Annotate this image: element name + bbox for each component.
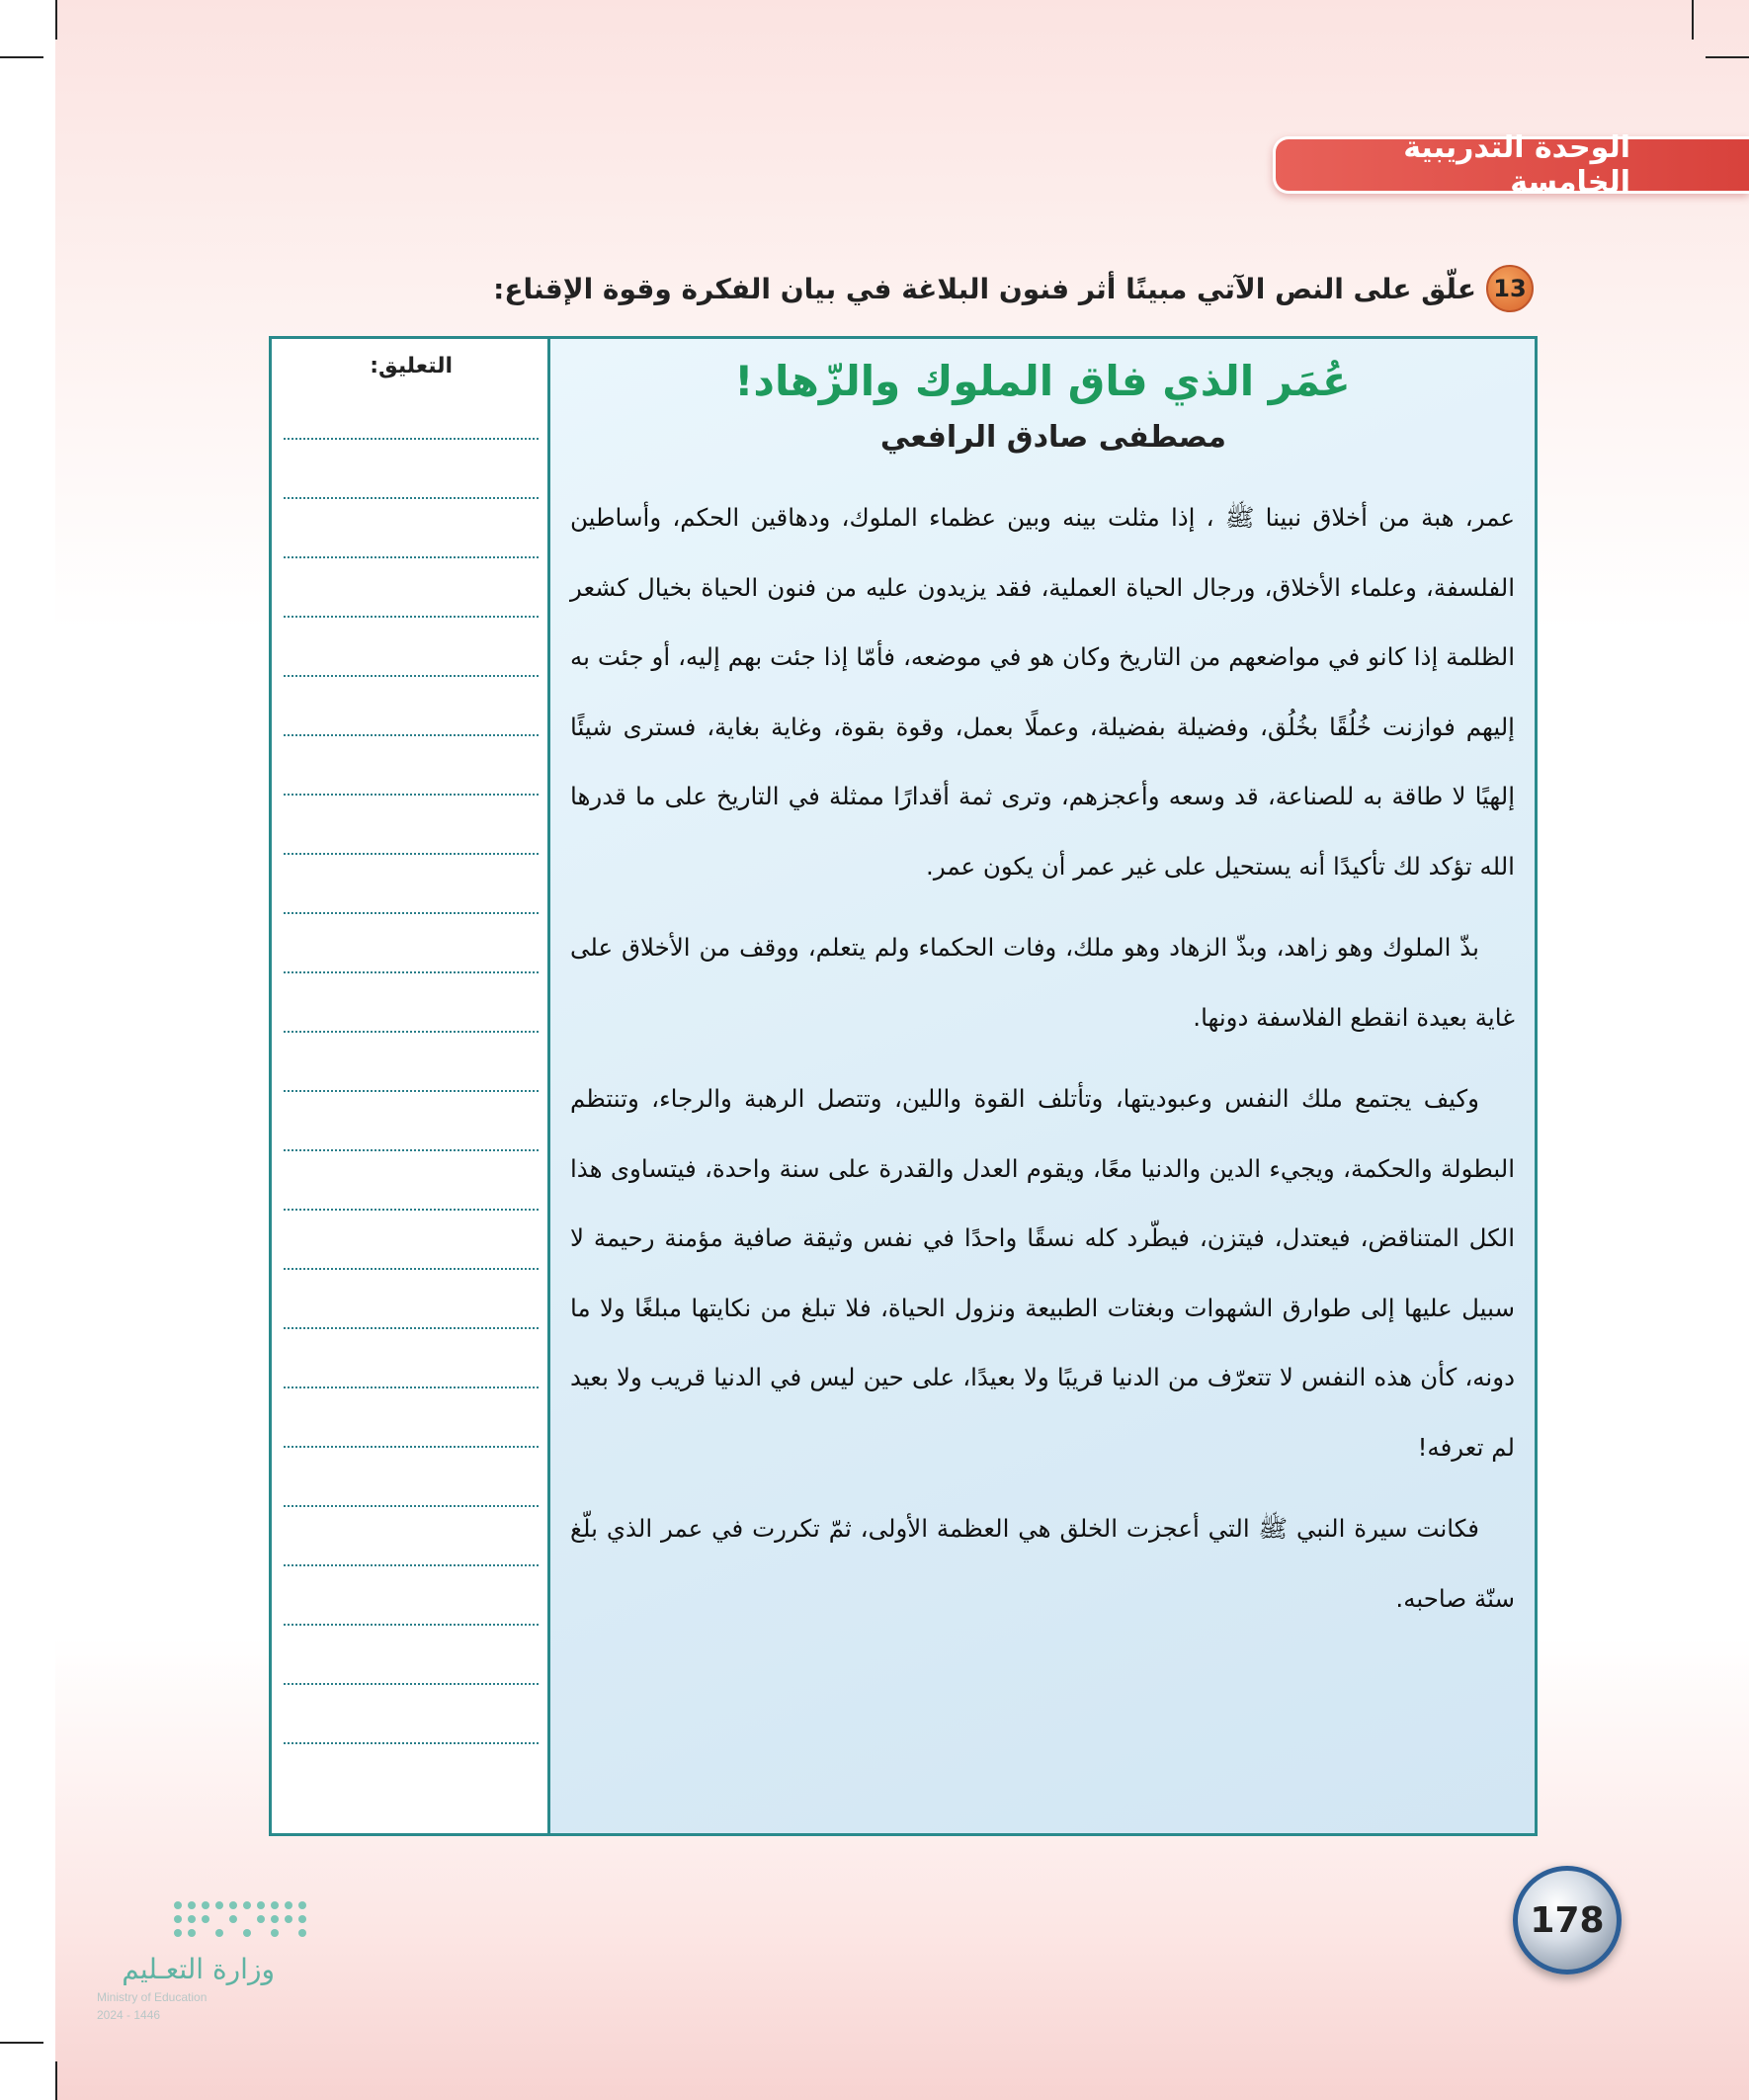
comment-write-line[interactable]	[284, 1268, 539, 1270]
comment-write-line[interactable]	[284, 1446, 539, 1448]
crop-mark	[1706, 56, 1749, 58]
comment-write-line[interactable]	[284, 438, 539, 440]
ministry-name-arabic: وزارة التعـليم	[122, 1953, 275, 1985]
question-prompt	[493, 265, 1534, 312]
article-paragraph: بذّ الملوك وهو زاهد، وبذّ الزهاد وهو ملك، وفات الحكماء ولم يتعلم، ووقف من الأخلاق على غاية بعيدة انقطع الفلاسفة دونها.	[570, 933, 1515, 1032]
comment-write-line[interactable]	[284, 1209, 539, 1211]
question-text: علّق على النص الآتي مبينًا أثر فنون البلاغة في بيان الفكرة وقوة الإقناع:	[493, 272, 1476, 305]
comment-write-line[interactable]	[284, 497, 539, 499]
article-paragraph: وكيف يجتمع ملك النفس وعبوديتها، وتأتلف القوة واللين، وتتصل الرهبة والرجاء، وتنتظم البطولة والحكمة، ويجيء الدين والدنيا معًا، ويقوم العدل والقدرة على سنة واحدة، فيتساوى هذا الكل المتناقض، فيعتدل، فيتزن، فيطّرد كله نسقًا واحدًا في نفس وثيقة صافية مؤمنة رحيمة لا سبيل عليها إلى طوارق الشهوات وبغتات الطبيعة ونزول الحياة، فلا تبلغ من نكايتها مبلغًا ولا ما دونه، كأن هذه النفس لا تتعرّف من الدنيا قريبًا ولا بعيدًا، على حين ليس في الدنيا قريب ولا بعيد لم تعرفه!	[570, 1084, 1515, 1462]
article-paragraph: عمر، هبة من أخلاق نبينا ﷺ ، إذا مثلت بينه وبين عظماء الملوك، ودهاقين الحكم، وأساطين الفلسفة، وعلماء الأخلاق، ورجال الحياة العملية، فقد يزيدون عليه من فنون الحياة بخيال كشعر الظلمة إذا كانو في مواضعهم من التاريخ وكان هو في موضعه، فأمّا إذا جئت بهم إليه، أو جئت به إليهم فوازنت خُلُقًا بخُلُق، وفضيلة بفضيلة، وعملًا بعمل، وقوة بقوة، وغاية بغاية، فسترى شيئًا إلهيًا لا طاقة به للصناعة، قد وسعه وأعجزهم، وترى ثمة أقدارًا ممثلة في التاريخ على ما قدرها الله تؤكد لك تأكيدًا أنه يستحيل على غير عمر أن يكون عمر.	[570, 503, 1515, 881]
comment-write-line[interactable]	[284, 1090, 539, 1092]
comment-label: التعليق:	[370, 354, 453, 378]
unit-header-banner	[1273, 130, 1749, 200]
comment-write-line[interactable]	[284, 1683, 539, 1685]
exercise-frame	[269, 336, 1538, 1836]
page-number-badge: 178	[1513, 1866, 1622, 1974]
comment-write-line[interactable]	[284, 1149, 539, 1151]
crop-mark	[0, 2042, 43, 2044]
ministry-name-english: Ministry of Education	[97, 1990, 208, 2004]
comment-write-line[interactable]	[284, 912, 539, 914]
comment-write-line[interactable]	[284, 556, 539, 558]
comment-write-line[interactable]	[284, 1505, 539, 1507]
comment-write-line[interactable]	[284, 616, 539, 618]
comment-write-line[interactable]	[284, 1624, 539, 1626]
crop-mark	[55, 2061, 57, 2100]
crop-mark	[1692, 0, 1694, 40]
article-body	[570, 483, 1515, 1645]
ministry-year: 2024 - 1446	[97, 2008, 161, 2022]
comment-write-line[interactable]	[284, 971, 539, 973]
comment-write-line[interactable]	[284, 1564, 539, 1566]
comment-write-line[interactable]	[284, 1031, 539, 1033]
question-number-badge: 13	[1486, 265, 1534, 312]
unit-title: الوحدة التدريبية الخامسة	[1403, 130, 1630, 200]
article-column	[550, 339, 1535, 1833]
comment-write-line[interactable]	[284, 734, 539, 736]
comment-write-line[interactable]	[284, 1386, 539, 1388]
comment-write-line[interactable]	[284, 794, 539, 796]
comment-write-line[interactable]	[284, 1327, 539, 1329]
crop-mark	[0, 56, 43, 58]
comment-write-line[interactable]	[284, 1742, 539, 1744]
comment-write-line[interactable]	[284, 853, 539, 855]
ministry-logo	[97, 1897, 324, 2026]
article-author: مصطفى صادق الرافعي	[879, 420, 1226, 455]
ministry-dots-icon	[168, 1897, 316, 1947]
comment-column	[272, 339, 550, 1833]
crop-mark	[55, 0, 57, 40]
comment-write-line[interactable]	[284, 675, 539, 677]
article-paragraph: فكانت سيرة النبي ﷺ التي أعجزت الخلق هي العظمة الأولى، ثمّ تكررت في عمر الذي بلّغ سنّة صاحبه.	[570, 1514, 1515, 1613]
article-title: عُمَر الذي فاق الملوك والزّهاد!	[734, 357, 1351, 405]
